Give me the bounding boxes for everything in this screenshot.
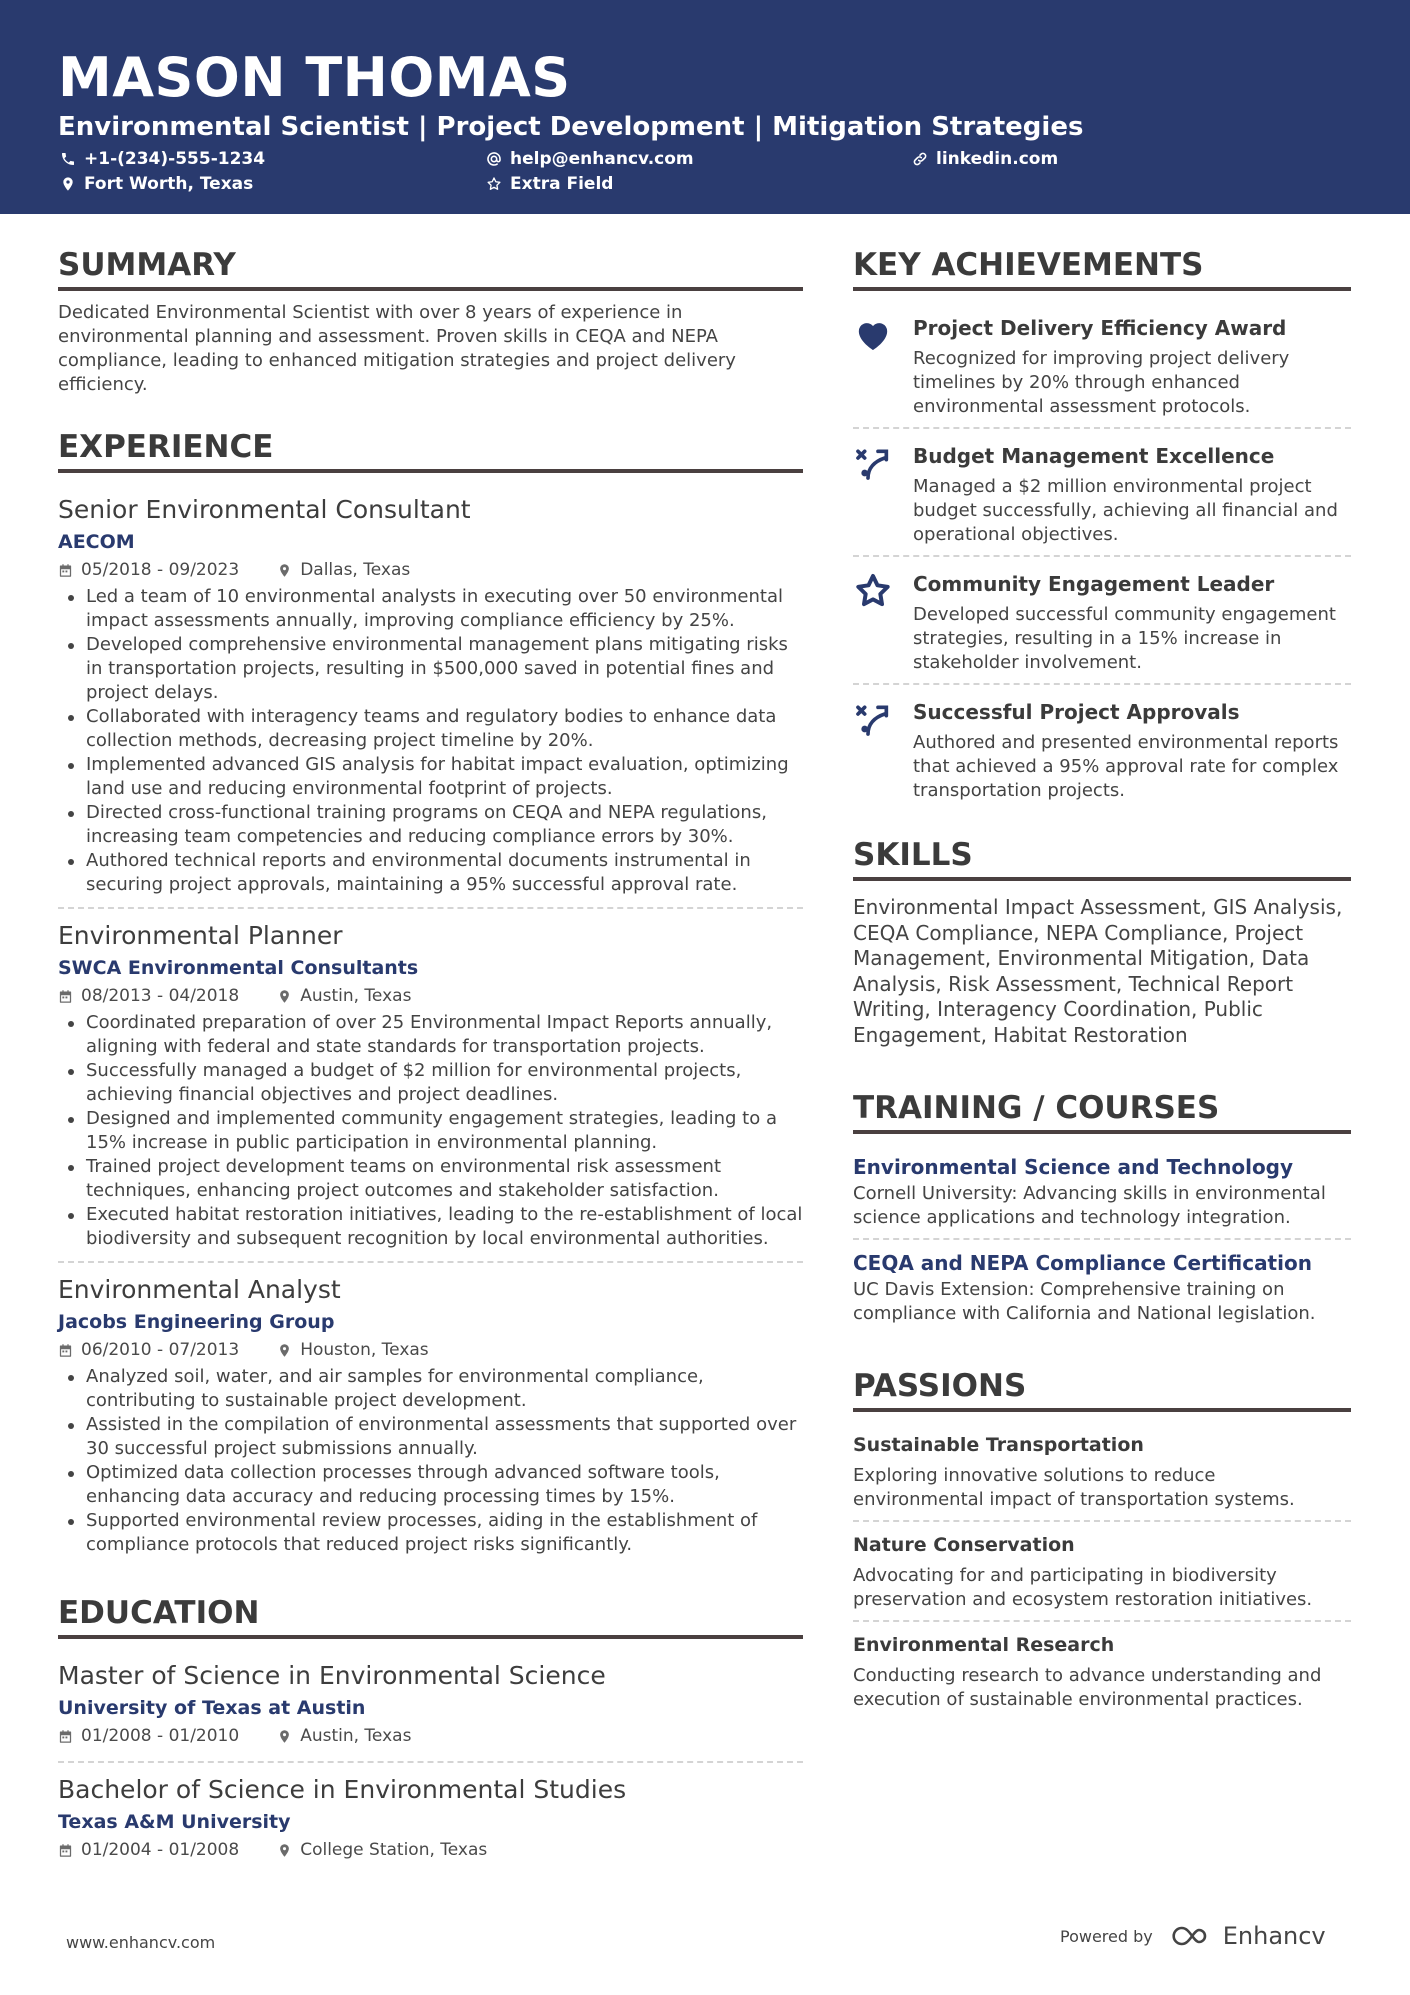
course-title: Environmental Science and Technology [853,1155,1294,1179]
job-dates: 05/2018 - 09/2023 [81,560,240,580]
company-name: Jacobs Engineering Group [58,1311,335,1333]
achievement-text: Developed successful community engagement strategies, resulting in a 15% increase in stakeholder involvement. [913,604,1336,673]
job-meta [58,1337,803,1363]
location-pin-icon [60,176,76,192]
education-section [58,1593,803,1875]
experience-section [58,427,803,1567]
right-column [853,245,1351,1750]
job-location: Austin, Texas [300,986,412,1006]
company-name: AECOM [58,531,135,553]
achievement-item [853,429,1351,557]
star-icon [853,571,893,611]
course-item [853,1240,1351,1334]
job-dates: 08/2013 - 04/2018 [81,986,240,1006]
school-name: Texas A&M University [58,1811,291,1833]
email-link[interactable]: help@enhancv.com [510,149,694,169]
job-bullets [58,585,803,897]
course-title: CEQA and NEPA Compliance Certification [853,1251,1312,1275]
bullet-item: Optimized data collection processes through advanced software tools, enhancing data accuracy and reducing processing times by 15%. [58,1461,803,1509]
bullet-item: Supported environmental review processes, aiding in the establishment of compliance protocols that reduced project risks significantly. [58,1509,803,1557]
location-pin-icon [277,1843,292,1858]
brand-logo[interactable] [1167,1922,1326,1950]
candidate-name: MASON THOMAS [58,46,571,109]
strategy-icon [853,443,893,483]
experience-entry [58,909,803,1263]
education-meta [58,1837,803,1863]
education-location: Austin, Texas [300,1726,412,1746]
left-column [58,245,803,1905]
achievements-section [853,245,1351,811]
location-pin-icon [277,1343,292,1358]
education-location: College Station, Texas [300,1840,488,1860]
passions-title: PASSIONS [853,1366,1351,1412]
candidate-headline: Environmental Scientist | Project Development | Mitigation Strategies [58,112,1084,142]
job-meta [58,557,803,583]
star-outline-icon [486,176,502,192]
course-text: UC Davis Extension: Comprehensive training on compliance with California and National legislation. [853,1279,1316,1324]
bullet-item: Developed comprehensive environmental management plans mitigating risks in transportation projects, resulting in $500,000 saved in potential fines and project delays. [58,633,803,705]
bullet-item: Collaborated with interagency teams and regulatory bodies to enhance data collection methods, decreasing project timeline by 20%. [58,705,803,753]
bullet-item: Trained project development teams on environmental risk assessment techniques, enhancing project outcomes and stakeholder satisfaction. [58,1155,803,1203]
job-meta [58,983,803,1009]
achievement-text: Recognized for improving project delivery timelines by 20% through enhanced environmental assessment protocols. [913,348,1290,417]
calendar-icon [58,1729,73,1744]
strategy-icon [853,699,893,739]
education-entry [58,1763,803,1875]
training-title: TRAINING / COURSES [853,1088,1351,1134]
achievement-text: Managed a $2 million environmental project budget successfully, achieving all financial and operational objectives. [913,476,1338,545]
job-location: Houston, Texas [300,1340,429,1360]
powered-by-label: Powered by [1060,1926,1153,1946]
achievement-title: Successful Project Approvals [913,700,1240,724]
phone-text: +1-(234)-555-1234 [84,149,266,169]
contact-location [60,173,253,195]
passion-title: Sustainable Transportation [853,1434,1144,1456]
job-bullets [58,1011,803,1251]
education-entry [58,1649,803,1763]
phone-icon [60,151,76,167]
bullet-item: Assisted in the compilation of environmental assessments that supported over 30 successful project submissions annually. [58,1413,803,1461]
job-title: Environmental Analyst [58,1275,341,1304]
extra-field-text: Extra Field [510,174,614,194]
course-text: Cornell University: Advancing skills in environmental science applications and technology integration. [853,1183,1326,1228]
company-name: SWCA Environmental Consultants [58,957,419,979]
education-title: EDUCATION [58,1593,803,1639]
experience-entry [58,483,803,909]
education-dates: 01/2008 - 01/2010 [81,1726,240,1746]
passions-section [853,1366,1351,1720]
training-section [853,1088,1351,1334]
bullet-item: Directed cross-functional training programs on CEQA and NEPA regulations, increasing team competencies and reducing compliance errors by 30%. [58,801,803,849]
passion-title: Nature Conservation [853,1534,1075,1556]
footer-website[interactable]: www.enhancv.com [66,1933,216,1952]
experience-entry [58,1263,803,1567]
passion-text: Exploring innovative solutions to reduce environmental impact of transportation systems. [853,1465,1295,1510]
school-name: University of Texas at Austin [58,1697,366,1719]
at-icon [486,151,502,167]
experience-title: EXPERIENCE [58,427,803,473]
achievement-text: Authored and presented environmental reports that achieved a 95% approval rate for complex transportation projects. [913,732,1339,801]
education-dates: 01/2004 - 01/2008 [81,1840,240,1860]
location-text: Fort Worth, Texas [84,174,254,194]
degree-title: Bachelor of Science in Environmental Studies [58,1775,627,1804]
bullet-item: Designed and implemented community engagement strategies, leading to a 15% increase in public participation in environmental planning. [58,1107,803,1155]
summary-title: SUMMARY [58,245,803,291]
bullet-item: Authored technical reports and environmental documents instrumental in securing project approvals, maintaining a 95% successful approval rate. [58,849,803,897]
achievement-title: Project Delivery Efficiency Award [913,316,1287,340]
location-pin-icon [277,989,292,1004]
location-pin-icon [277,563,292,578]
education-meta [58,1723,803,1749]
linkedin-link[interactable]: linkedin.com [936,149,1059,169]
enhancv-logo-icon [1167,1922,1215,1950]
achievement-item [853,685,1351,811]
bullet-item: Successfully managed a budget of $2 million for environmental projects, achieving financial objectives and project deadlines. [58,1059,803,1107]
contact-extra [486,173,613,195]
degree-title: Master of Science in Environmental Science [58,1661,606,1690]
brand-name: Enhancv [1222,1922,1326,1950]
summary-section [58,245,803,397]
bullet-item: Coordinated preparation of over 25 Environmental Impact Reports annually, aligning with federal and state standards for transportation projects. [58,1011,803,1059]
footer-branding [1060,1922,1326,1950]
calendar-icon [58,1843,73,1858]
calendar-icon [58,1343,73,1358]
summary-text: Dedicated Environmental Scientist with over 8 years of experience in environmental planning and assessment. Proven skills in CEQA and NEPA compliance, leading to enhanced mitigation strategies and project delivery efficiency. [58,302,736,395]
bullet-item: Implemented advanced GIS analysis for habitat impact evaluation, optimizing land use and reducing environmental footprint of projects. [58,753,803,801]
calendar-icon [58,563,73,578]
job-location: Dallas, Texas [300,560,411,580]
skills-text: Environmental Impact Assessment, GIS Analysis, CEQA Compliance, NEPA Compliance, Project Management, Environmental Mitigation, Data Analysis, Risk Assessment, Technical Report Writing, Interagency Coordination, Public Engagement, Habitat Restoration [853,895,1343,1047]
skills-section [853,835,1351,1048]
passion-item [853,1522,1351,1622]
skills-title: SKILLS [853,835,1351,881]
bullet-item: Analyzed soil, water, and air samples for environmental compliance, contributing to sustainable project development. [58,1365,803,1413]
job-title: Environmental Planner [58,921,343,950]
achievement-title: Budget Management Excellence [913,444,1275,468]
course-item [853,1144,1351,1240]
contact-phone [60,148,265,170]
resume-header [0,0,1410,214]
heart-icon [853,315,893,355]
achievements-title: KEY ACHIEVEMENTS [853,245,1351,291]
passion-text: Advocating for and participating in biodiversity preservation and ecosystem restoration initiatives. [853,1565,1313,1610]
job-bullets [58,1365,803,1557]
contact-email[interactable] [486,148,694,170]
achievement-item [853,301,1351,429]
achievement-item [853,557,1351,685]
passion-title: Environmental Research [853,1634,1115,1656]
job-dates: 06/2010 - 07/2013 [81,1340,240,1360]
contact-linkedin[interactable] [912,148,1058,170]
bullet-item: Executed habitat restoration initiatives, leading to the re-establishment of local biodiversity and subsequent recognition by local environmental authorities. [58,1203,803,1251]
calendar-icon [58,989,73,1004]
passion-item [853,1422,1351,1522]
bullet-item: Led a team of 10 environmental analysts in executing over 50 environmental impact assessments annually, improving compliance efficiency by 25%. [58,585,803,633]
job-title: Senior Environmental Consultant [58,495,471,524]
location-pin-icon [277,1729,292,1744]
passion-item [853,1622,1351,1720]
passion-text: Conducting research to advance understanding and execution of sustainable environmental practices. [853,1665,1322,1710]
link-icon [912,151,928,167]
achievement-title: Community Engagement Leader [913,572,1275,596]
